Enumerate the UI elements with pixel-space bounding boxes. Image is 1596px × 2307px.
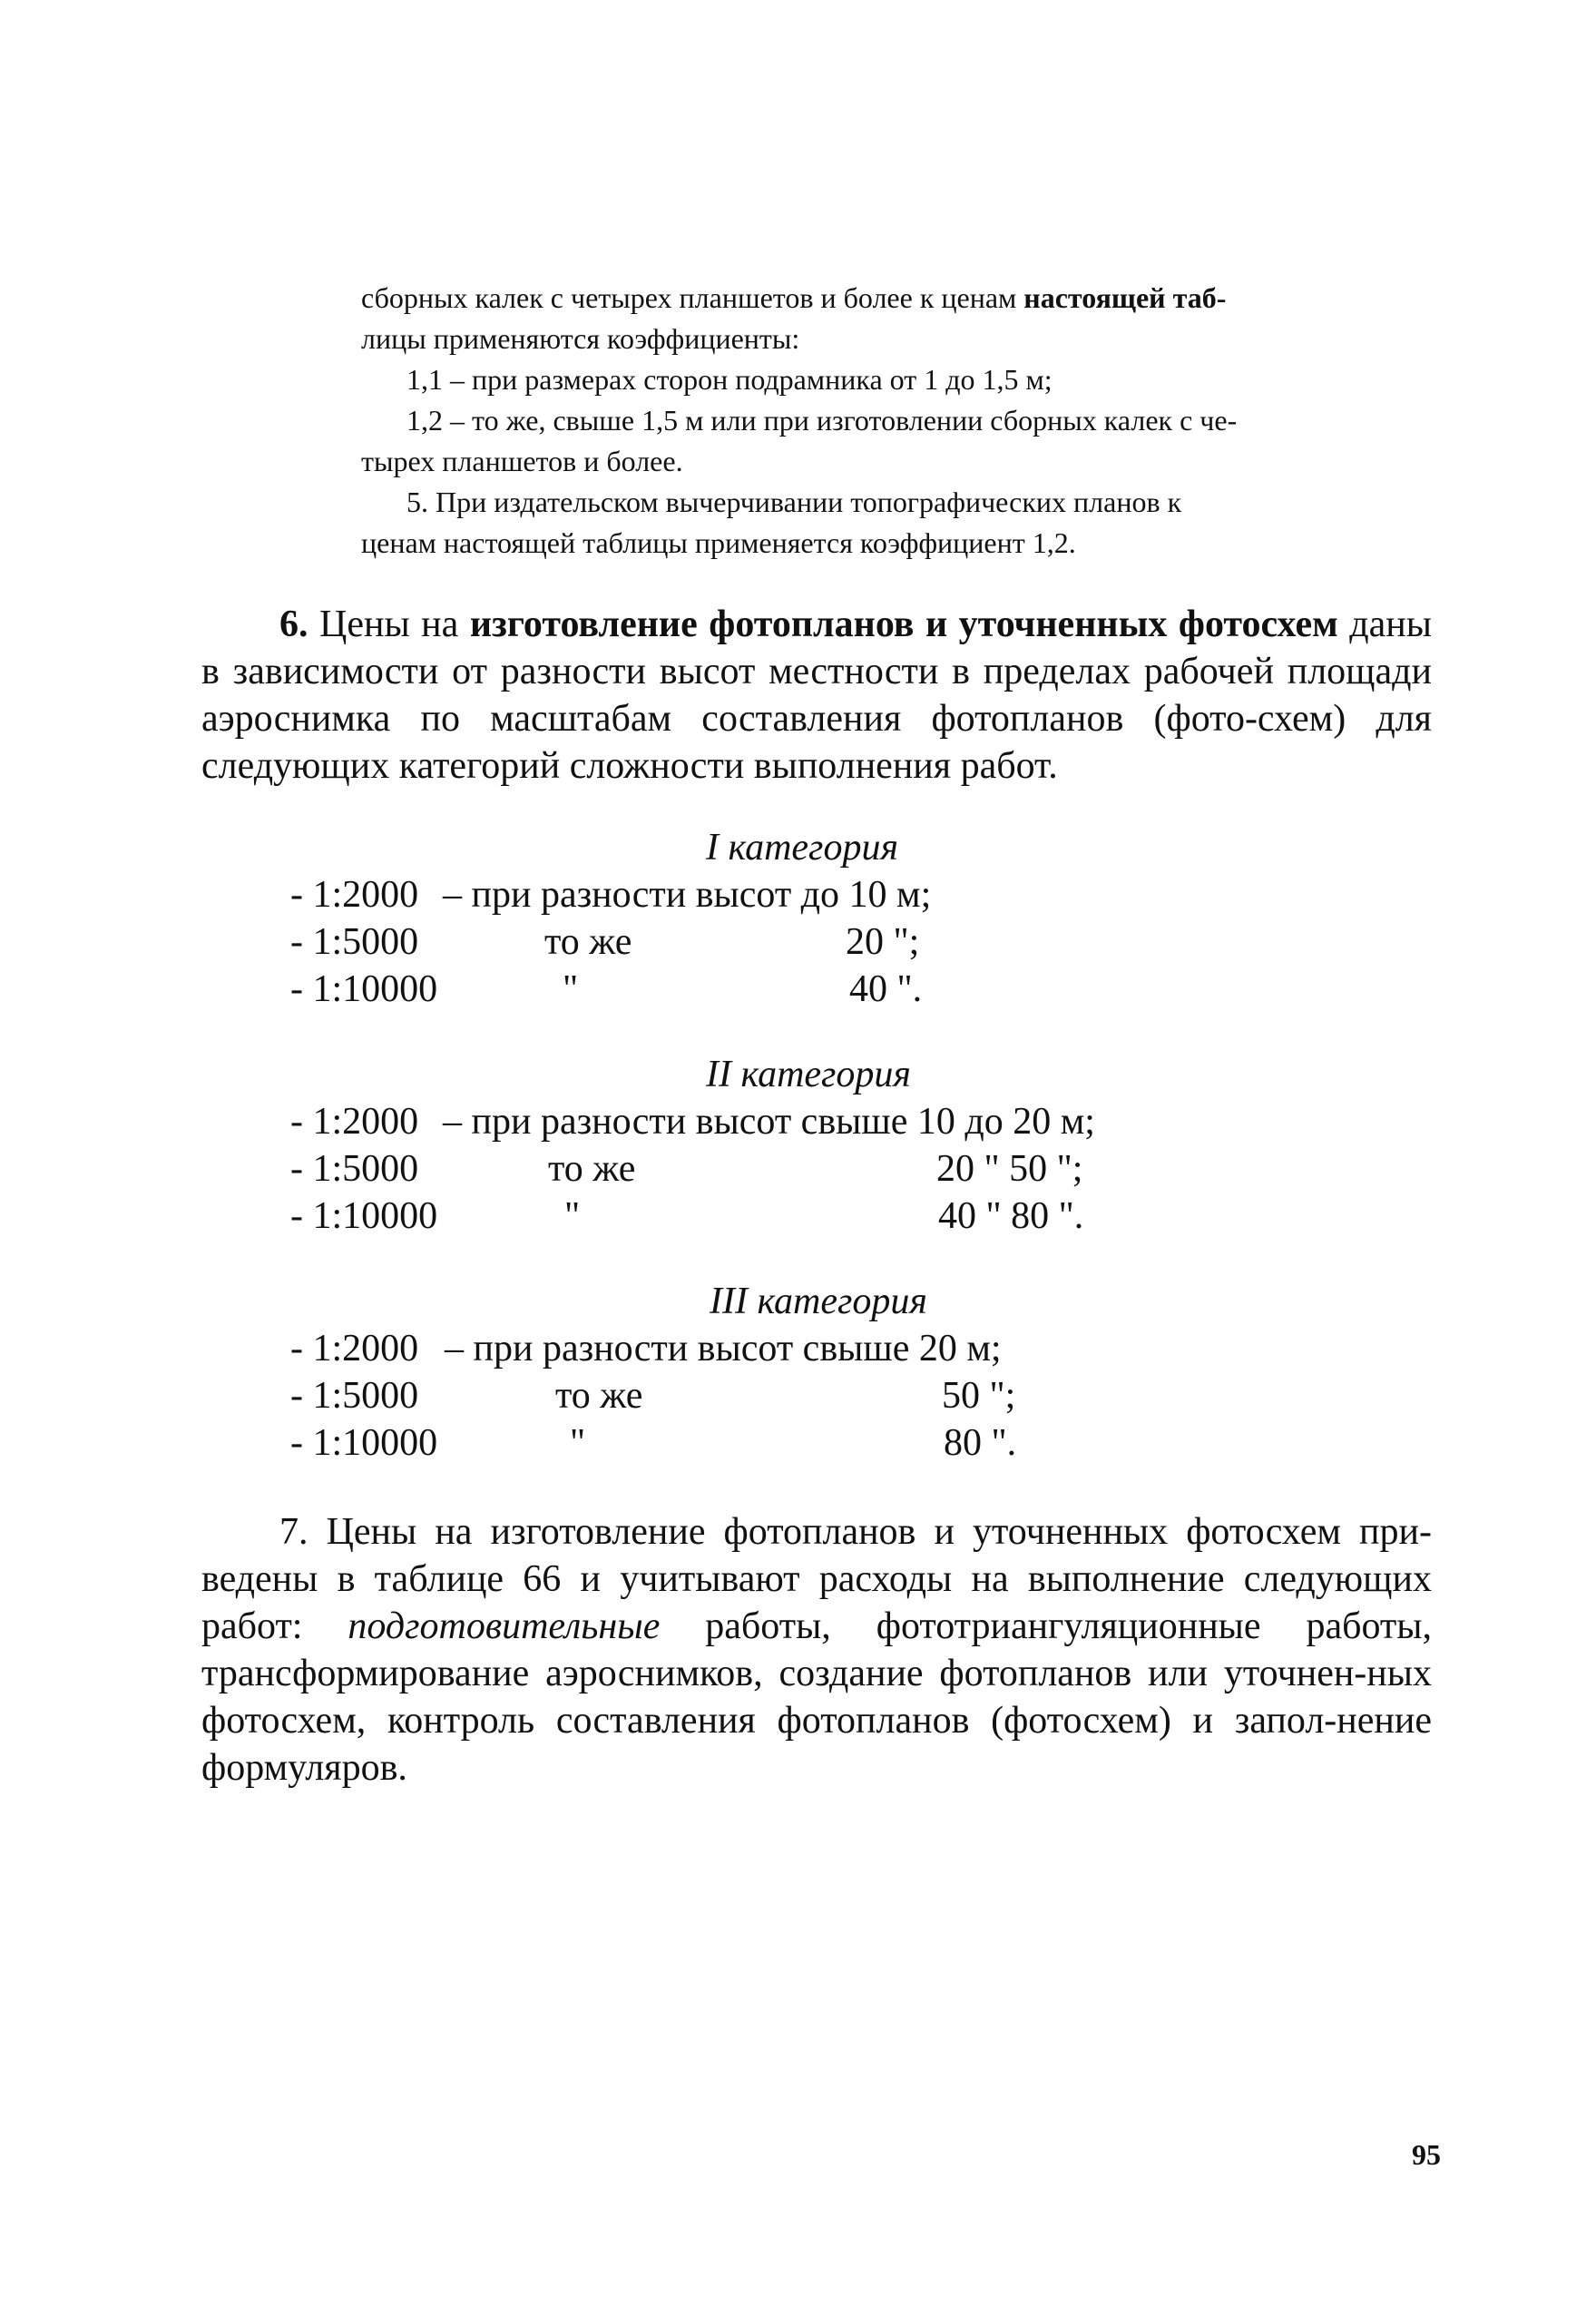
coefficient-2-continued: тырех планшетов и более.: [361, 445, 683, 477]
category-1-row: [290, 920, 1288, 967]
notes-line: [361, 278, 1432, 319]
scale: - 1:10000: [290, 1422, 438, 1464]
section-6-paragraph: [201, 601, 1432, 790]
scale: - 1:5000: [290, 921, 419, 963]
section-7-paragraph: [201, 1508, 1432, 1792]
section-6-bold: изготовление фотопланов и уточненных фотосхем: [469, 604, 1338, 645]
notes-block: [361, 278, 1432, 564]
same-label: то же: [555, 1375, 643, 1417]
condition: – при разности высот свыше 10 до 20 м;: [443, 1101, 1095, 1143]
category-3-title: III категория: [710, 1281, 927, 1322]
notes-text: сборных калек с четырех планшетов и более к ценам: [361, 281, 1024, 314]
notes-bold-text: настоящей таб-: [1023, 281, 1227, 314]
height-value: 20 ";: [846, 921, 920, 963]
scale: - 1:5000: [290, 1148, 419, 1190]
scale: - 1:10000: [290, 968, 438, 1010]
category-2-row: [290, 1100, 1288, 1147]
category-2-title: II категория: [706, 1054, 911, 1095]
section-6-text: даны в зависимости от разности высот местности в пределах рабочей площади аэроснимка по масштабам составления фотопланов (фото-схем) для следующих категорий сложности выполнения работ.: [201, 604, 1432, 787]
category-2-row: [290, 1194, 1288, 1242]
scale: - 1:2000: [290, 874, 419, 916]
category-1-row: [290, 873, 1288, 920]
category-2-row: [290, 1147, 1288, 1194]
same-label: ": [564, 1195, 581, 1237]
scale: - 1:2000: [290, 1328, 419, 1369]
scale: - 1:2000: [290, 1101, 419, 1143]
coefficient-1: 1,1 – при размерах сторон подрамника от 1 до 1,5 м;: [406, 363, 1053, 396]
height-value: 40 ".: [849, 968, 923, 1010]
category-1-row: [290, 967, 1288, 1015]
section-6-lead: Цены на: [308, 604, 470, 645]
height-value: 50 ";: [942, 1375, 1016, 1417]
notes-line: лицы применяются коэффициенты:: [361, 322, 800, 355]
coefficient-2: 1,2 – то же, свыше 1,5 м или при изготовлении сборных калек с че-: [406, 404, 1238, 437]
category-3-row: [290, 1327, 1288, 1374]
condition: – при разности высот свыше 20 м;: [445, 1328, 1002, 1369]
section-7-italic: подготовительные: [348, 1605, 661, 1647]
height-value: 40 " 80 ".: [938, 1195, 1084, 1237]
same-label: то же: [548, 1148, 636, 1190]
height-value: 80 ".: [944, 1422, 1017, 1464]
section-6-number: 6.: [279, 604, 308, 645]
note-5-continued: ценам настоящей таблицы применяется коэффициент 1,2.: [361, 526, 1076, 559]
category-3-row: [290, 1374, 1288, 1421]
section-7-text: 7. Цены на изготовление фотопланов и уточненных фотосхем при-ведены в таблице 66 и учитывают расходы на выполнение следующих работ:: [201, 1511, 1432, 1647]
same-label: ": [563, 968, 579, 1010]
scale: - 1:10000: [290, 1195, 438, 1237]
note-5: 5. При издательском вычерчивании топографических планов к: [406, 486, 1182, 518]
category-3-row: [290, 1421, 1288, 1468]
height-value: 20 " 50 ";: [936, 1148, 1083, 1190]
page-number: 95: [1412, 2138, 1441, 2171]
scale: - 1:5000: [290, 1375, 419, 1417]
condition: – при разности высот до 10 м;: [443, 874, 932, 916]
same-label: то же: [544, 921, 632, 963]
section-7-text-continued: работы, фототриангуляционные работы, трансформирование аэроснимков, создание фотопланов или уточнен-ных фотосхем, контроль составления фотопланов (фотосхем) и запол-нение формуляров.: [201, 1605, 1432, 1789]
same-label: ": [570, 1422, 586, 1464]
category-1-title: I категория: [706, 827, 898, 869]
